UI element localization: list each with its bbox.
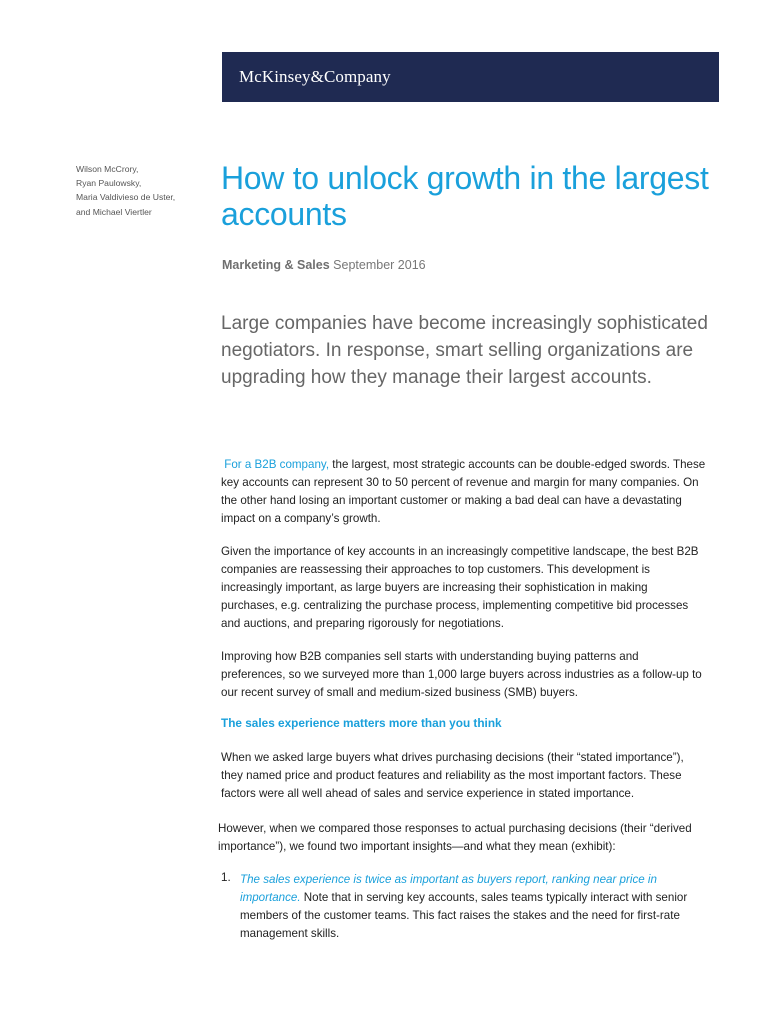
author-name: Ryan Paulowsky, xyxy=(76,178,142,189)
list-item-lead: The sales experience is twice as important as buyers report, ranking near price in importance. xyxy=(240,873,657,904)
author-name: Wilson McCrory, xyxy=(76,164,139,174)
list-item-body: Note that in serving key accounts, sales teams typically interact with senior members of the customer teams. This fact raises the stakes and the need for first-rate management skills. xyxy=(240,891,688,940)
list-item xyxy=(240,871,708,943)
paragraph-5: However, when we compared those responses to actual purchasing decisions (their “derived importance”), we found two important insights—and what they mean (exhibit): xyxy=(218,822,692,853)
paragraph-2: Given the importance of key accounts in an increasingly competitive landscape, the best B2B companies are reassessing their approaches to top customers. This development is increasingly important, as large buyers are increasing their sophistication in making purchases, e.g. centralizing the purchase process, implementing competitive bid processes and auctions, and preparing rigorously for negotiations. xyxy=(221,545,699,630)
header-banner xyxy=(222,52,719,102)
author-list xyxy=(76,162,211,219)
paragraph-4: When we asked large buyers what drives purchasing decisions (their “stated importance”), they named price and product features and reliability as the most important factors. These factors were all well ahead of sales and service experience in stated importance. xyxy=(221,751,684,800)
article-title: How to unlock growth in the largest accounts xyxy=(221,160,709,232)
article-meta xyxy=(222,258,426,272)
article-lede: Large companies have become increasingly sophisticated negotiators. In response, smart selling organizations are upgrading how they manage their largest accounts. xyxy=(221,313,708,388)
author-name: Maria Valdivieso de Uster, xyxy=(76,192,176,203)
paragraph-1-lead: For a B2B company, xyxy=(224,458,330,471)
paragraph-1-body: the largest, most strategic accounts can be double-edged swords. These key accounts can represent 30 to 50 percent of revenue and margin for many companies. On the other hand losing an important customer or making a bad deal can have a devastating impact on a company’s growth. xyxy=(221,458,706,525)
list-item-number: 1. xyxy=(221,871,231,884)
paragraph-3: Improving how B2B companies sell starts with understanding buying patterns and preferences, so we surveyed more than 1,000 large buyers across industries as a follow-up to our recent survey of small and medium-sized business (SMB) buyers. xyxy=(221,650,702,699)
article-category: Marketing & Sales xyxy=(222,258,330,272)
author-name: and Michael Viertler xyxy=(76,206,152,217)
mckinsey-logo: McKinsey&Company xyxy=(239,67,391,86)
section-subheading: The sales experience matters more than you think xyxy=(221,716,502,730)
article-date: September 2016 xyxy=(333,258,426,272)
paragraph-1 xyxy=(221,456,706,528)
